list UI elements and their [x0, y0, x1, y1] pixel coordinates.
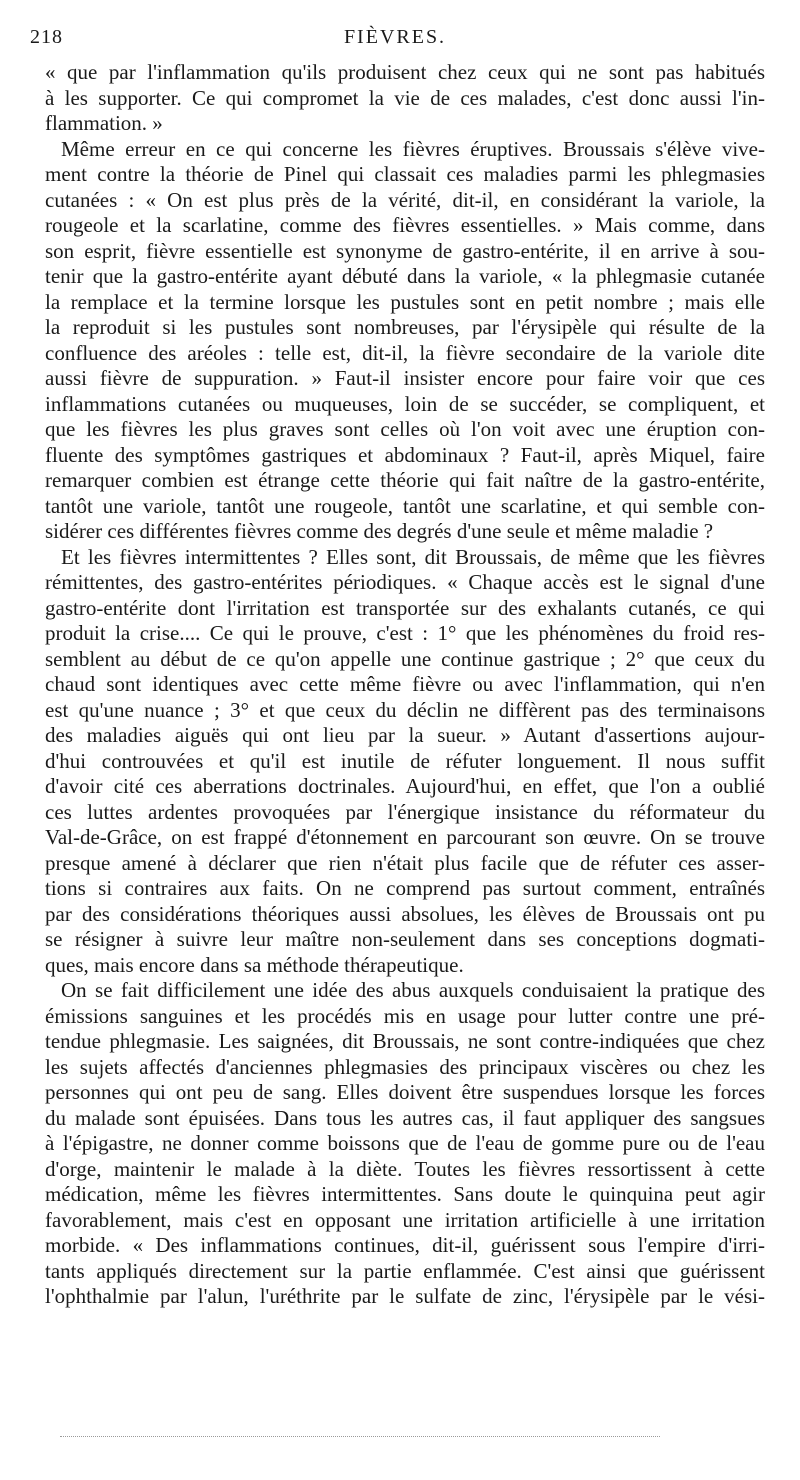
text-line: remarquer combien est étrange cette théorie qui fait naître de la gastro-entérite,	[45, 468, 765, 492]
text-line: gastro-entérite dont l'irritation est transportée sur des exhalants cutanés, ce qui	[45, 595, 765, 620]
text-line: d'orge, maintenir le malade à la diète. Toutes les fièvres ressortissent à cette	[45, 1156, 765, 1181]
footer-dotted-rule	[60, 1436, 660, 1437]
text-line: cutanées : « On est plus près de la vérité, dit-il, en considérant la variole, la	[45, 187, 765, 212]
text-line: du malade sont épuisées. Dans tous les autres cas, il faut appliquer des sangsues	[45, 1105, 765, 1130]
text-line: ment contre la théorie de Pinel qui classait ces maladies parmi les phlegmasies	[45, 162, 765, 186]
text-line: tants appliqués directement sur la partie enflammée. C'est ainsi que guérissent	[45, 1258, 765, 1283]
text-line: personnes qui ont peu de sang. Elles doivent être suspendues lorsque les forces	[45, 1080, 765, 1104]
text-line: tantôt une variole, tantôt une rougeole, tantôt une scarlatine, et qui semble con-	[45, 493, 765, 518]
text-line: est qu'une nuance ; 3° et que ceux du déclin ne diffèrent pas des terminaisons	[45, 697, 765, 722]
text-line: ques, mais encore dans sa méthode thérapeutique.	[45, 952, 464, 977]
text-line: tenir que la gastro-entérite ayant débuté dans la variole, « la phlegmasie cutanée	[45, 264, 765, 288]
text-line: ces luttes ardentes provoquées par l'énergique insistance du réformateur du	[45, 799, 765, 824]
text-line: semblent au début de ce qu'on appelle une continue gastrique ; 2° que ceux du	[45, 646, 765, 671]
text-line: « que par l'inflammation qu'ils produisent chez ceux qui ne sont pas habitués	[45, 60, 765, 84]
text-line: confluence des aréoles : telle est, dit-il, la fièvre secondaire de la variole dite	[45, 340, 765, 365]
text-line: inflammations cutanées ou muqueuses, loin de se succéder, se compliquent, et	[45, 391, 765, 416]
text-line: Et les fièvres intermittentes ? Elles sont, dit Broussais, de même que les fièvres	[61, 544, 765, 569]
page-number: 218	[30, 26, 63, 48]
running-title: FIÈVRES.	[343, 26, 447, 48]
text-line: émissions sanguines et les procédés mis en usage pour lutter contre une pré-	[45, 1003, 765, 1028]
text-line: la reproduit si les pustules sont nombreuses, par l'érysipèle qui résulte de la	[45, 315, 765, 339]
text-line: l'ophthalmie par l'alun, l'uréthrite par le sulfate de zinc, l'érysipèle par le vési-	[45, 1284, 765, 1308]
text-line: se résigner à suivre leur maître non-seulement dans ses conceptions dogmati-	[45, 927, 765, 951]
text-line: flammation. »	[45, 111, 163, 135]
body-text	[45, 60, 765, 1310]
text-line: son esprit, fièvre essentielle est synonyme de gastro-entérite, il en arrive à sou-	[45, 238, 765, 263]
text-line: sidérer ces différentes fièvres comme des degrés d'une seule et même maladie ?	[45, 519, 714, 543]
text-line: d'avoir cité ces aberrations doctrinales. Aujourd'hui, en effet, que l'on a oublié	[45, 774, 765, 798]
text-line: tendue phlegmasie. Les saignées, dit Broussais, ne sont contre-indiquées que chez	[45, 1029, 765, 1053]
text-line: chaud sont identiques avec cette même fièvre ou avec l'inflammation, qui n'en	[45, 672, 765, 696]
text-line: fluente des symptômes gastriques et abdominaux ? Faut-il, après Miquel, faire	[45, 442, 765, 467]
text-line: favorablement, mais c'est en opposant une irritation artificielle à une irritation	[45, 1207, 765, 1232]
text-line: Même erreur en ce qui concerne les fièvres éruptives. Broussais s'élève vive-	[61, 136, 765, 161]
text-line: la remplace et la termine lorsque les pustules sont en petit nombre ; mais elle	[45, 289, 765, 314]
text-line: d'hui controuvées et qu'il est inutile de réfuter longuement. Il nous suffit	[45, 748, 765, 773]
text-line: Val-de-Grâce, on est frappé d'étonnement en parcourant son œuvre. On se trouve	[45, 825, 765, 849]
text-line: tions si contraires aux faits. On ne comprend pas surtout comment, entraînés	[45, 876, 765, 900]
text-line: produit la crise.... Ce qui le prouve, c'est : 1° que les phénomènes du froid res-	[45, 621, 765, 645]
text-line: à les supporter. Ce qui compromet la vie de ces malades, c'est donc aussi l'in-	[45, 85, 765, 110]
text-line: rougeole et la scarlatine, comme des fièvres essentielles. » Mais comme, dans	[45, 213, 765, 237]
text-line: aussi fièvre de suppuration. » Faut-il insister encore pour faire voir que ces	[45, 366, 765, 390]
text-line: des maladies aiguës qui ont lieu par la sueur. » Autant d'assertions aujour-	[45, 723, 765, 747]
text-line: les sujets affectés d'anciennes phlegmasies des principaux viscères ou chez les	[45, 1054, 765, 1079]
text-line: par des considérations théoriques aussi absolues, les élèves de Broussais ont pu	[45, 901, 765, 926]
text-line: médication, même les fièvres intermittentes. Sans doute le quinquina peut agir	[45, 1182, 765, 1206]
text-line: que les fièvres les plus graves sont celles où l'on voit avec une éruption con-	[45, 417, 765, 441]
page-header	[30, 26, 760, 56]
text-line: presque amené à déclarer que rien n'était plus facile que de réfuter ces asser-	[45, 850, 765, 875]
text-line: à l'épigastre, ne donner comme boissons que de l'eau de gomme pure ou de l'eau	[45, 1131, 765, 1155]
text-line: On se fait difficilement une idée des abus auxquels conduisaient la pratique des	[61, 978, 765, 1002]
text-line: morbide. « Des inflammations continues, dit-il, guérissent sous l'empire d'irri-	[45, 1233, 765, 1257]
text-line: rémittentes, des gastro-entérites périodiques. « Chaque accès est le signal d'une	[45, 570, 765, 594]
